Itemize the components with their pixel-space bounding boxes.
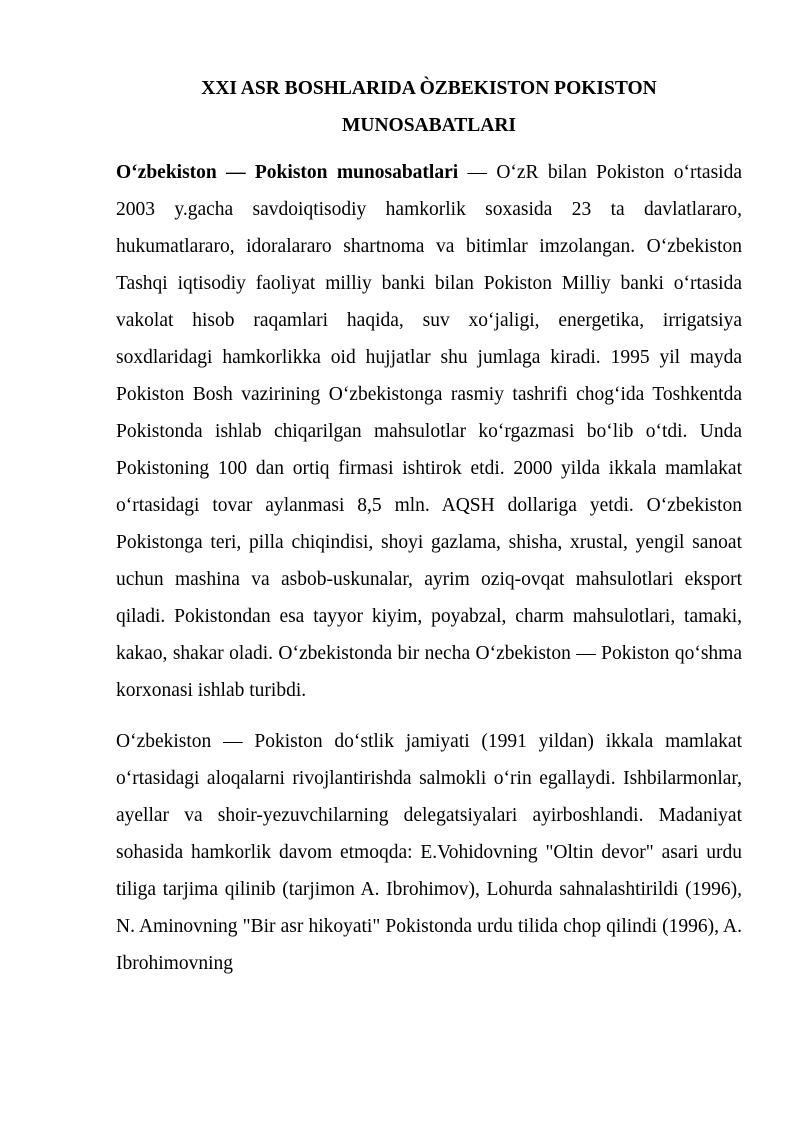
paragraph-2: O‘zbekiston — Pokiston do‘stlik jamiyati (1991 yildan) ikkala mamlakat o‘rtasidagi aloqalarni rivojlantirishda salmokli o‘rin egallaydi. Ishbilarmonlar, ayellar va shoir-yezuvchilarning delegatsiyalari ayirboshlandi. Madaniyat sohasida hamkorlik davom etmoqda: E.Vohidovning "Oltin devor" asari urdu tiliga tarjima qilinib (tarjimon A. Ibrohimov), Lohurda sahnalashtirildi (1996), N. Aminovning "Bir asr hikoyati" Pokistonda urdu tilida chop qilindi (1996), A. Ibrohimovning [116,731,742,974]
paragraph-1 [116,154,742,709]
title-line-1: XXI ASR BOSHLARIDA ÒZBEKISTON POKISTON [201,78,657,99]
paragraph-1-text: — O‘zR bilan Pokiston o‘rtasida 2003 y.gacha savdoiqtisodiy hamkorlik soxasida 23 ta davlatlararo, hukumatlararo, idoralararo shartnoma va bitimlar imzolangan. O‘zbekiston Tashqi iqtisodiy faoliyat milliy banki bilan Pokiston Milliy banki o‘rtasida vakolat hisob raqamlari haqida, suv xo‘jaligi, energetika, irrigatsiya soxdlaridagi hamkorlikka oid hujjatlar shu jumlaga kiradi. 1995 yil mayda Pokiston Bosh vazirining O‘zbekistonga rasmiy tashrifi chog‘ida Toshkentda Pokistonda ishlab chiqarilgan mahsulotlar ko‘rgazmasi bo‘lib o‘tdi. Unda Pokistoning 100 dan ortiq firmasi ishtirok etdi. 2000 yilda ikkala mamlakat o‘rtasidagi tovar aylanmasi 8,5 mln. AQSH dollariga yetdi. O‘zbekiston Pokistonga teri, pilla chiqindisi, shoyi gazlama, shisha, xrustal, yengil sanoat uchun mashina va asbob-uskunalar, ayrim oziq-ovqat mahsulotlari eksport qiladi. Pokistondan esa tayyor kiyim, poyabzal, charm mahsulotlari, tamaki, kakao, shakar oladi. O‘zbekistonda bir necha O‘zbekiston — Pokiston qo‘shma korxonasi ishlab turibdi. [116,162,742,701]
document-body [116,70,742,982]
document-title [116,70,742,144]
paragraph-1-term: O‘zbekiston — Pokiston munosabatlari [116,162,459,183]
title-line-2: MUNOSABATLARI [341,115,517,136]
